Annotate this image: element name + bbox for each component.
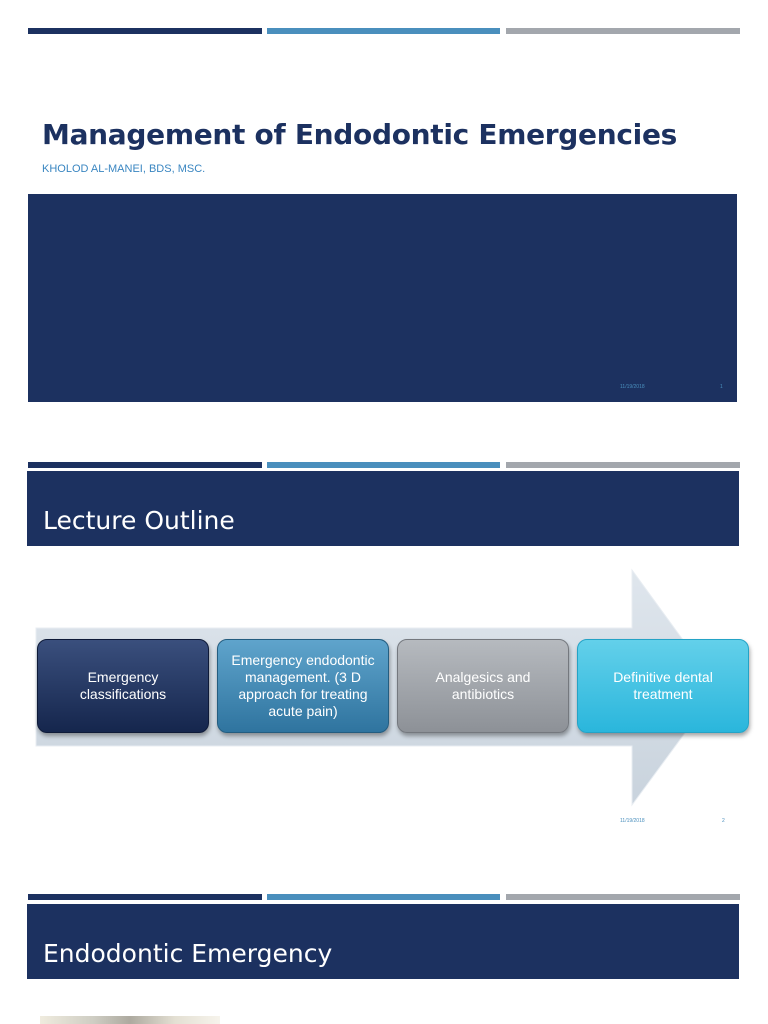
slide-header xyxy=(27,471,739,546)
process-diagram xyxy=(0,560,768,810)
step-emergency-classifications: Emergency classifications xyxy=(37,639,209,733)
outline-slide xyxy=(0,460,768,840)
slide-title: Lecture Outline xyxy=(43,506,235,535)
blue-accent-bar xyxy=(267,462,500,468)
accent-bars xyxy=(28,462,740,468)
step-analgesics-antibiotics: Analgesics and antibiotics xyxy=(397,639,569,733)
slide-header xyxy=(27,904,739,979)
navy-accent-bar xyxy=(28,28,262,34)
blue-accent-bar xyxy=(267,894,500,900)
gray-accent-bar xyxy=(506,894,740,900)
blue-accent-bar xyxy=(267,28,500,34)
slide-date: 11/19/2018 xyxy=(620,384,645,390)
author-subtitle: KHOLOD AL-MANEI, BDS, MSC. xyxy=(42,163,206,175)
navy-accent-bar xyxy=(28,894,262,900)
navy-accent-bar xyxy=(28,462,262,468)
slide-title: Endodontic Emergency xyxy=(43,939,333,968)
slide-number: 2 xyxy=(722,818,725,824)
gray-accent-bar xyxy=(506,28,740,34)
title-color-block xyxy=(28,194,737,402)
emergency-slide xyxy=(0,892,768,1024)
slide-number: 1 xyxy=(720,384,723,390)
slide-date: 11/19/2018 xyxy=(620,818,645,824)
presentation-title: Management of Endodontic Emergencies xyxy=(42,118,678,151)
accent-bars xyxy=(28,28,740,34)
accent-bars xyxy=(28,894,740,900)
photo-edge xyxy=(40,1016,220,1024)
step-emergency-management: Emergency endodontic management. (3 D approach for treating acute pain) xyxy=(217,639,389,733)
title-slide xyxy=(0,0,768,420)
gray-accent-bar xyxy=(506,462,740,468)
step-definitive-treatment: Definitive dental treatment xyxy=(577,639,749,733)
